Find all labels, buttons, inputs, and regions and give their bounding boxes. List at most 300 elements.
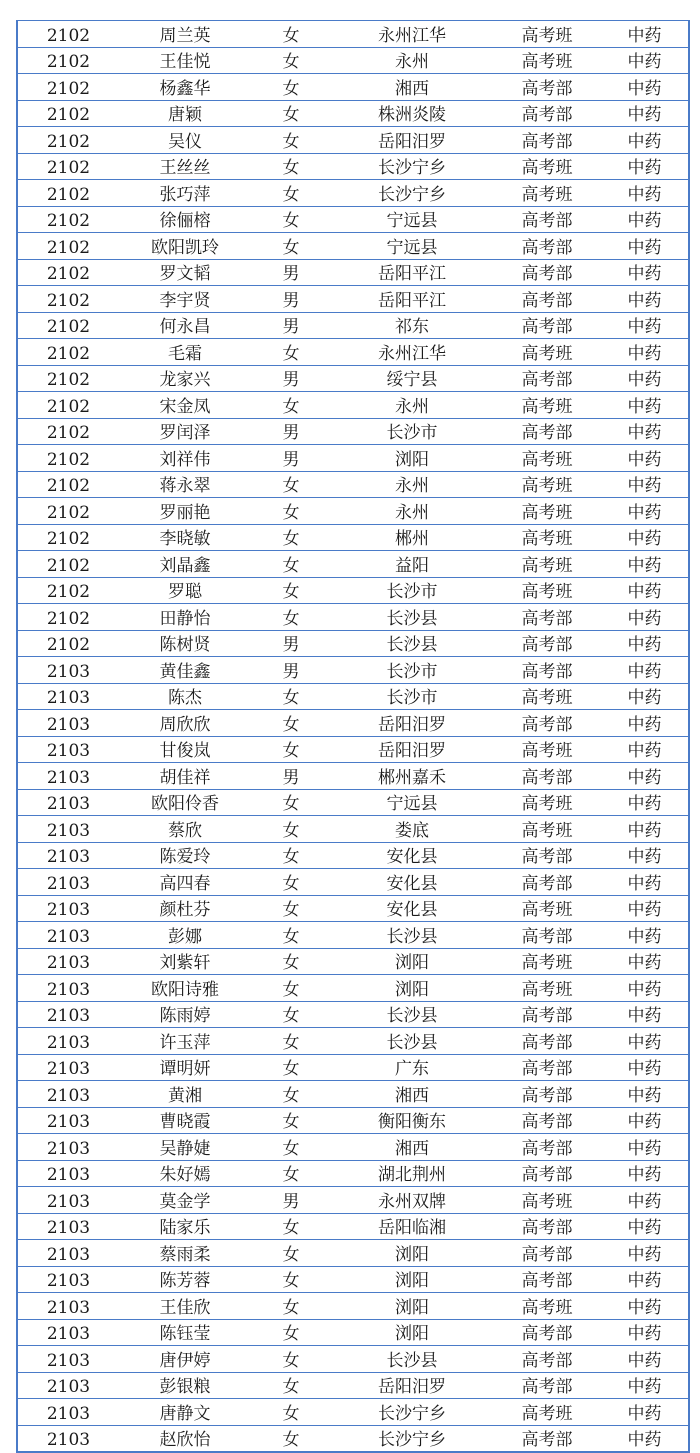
table-row (17, 1319, 689, 1346)
gender-cell: 女 (251, 895, 331, 922)
major-cell: 中药 (601, 1028, 689, 1055)
table-row (17, 74, 689, 101)
gender-cell: 女 (251, 100, 331, 127)
table-row (17, 392, 689, 419)
class-cell: 2102 (17, 630, 119, 657)
table-row (17, 1081, 689, 1108)
program-cell: 高考部 (493, 206, 601, 233)
major-cell: 中药 (601, 365, 689, 392)
hometown-cell: 绥宁县 (331, 365, 493, 392)
hometown-cell: 长沙县 (331, 1346, 493, 1373)
name-cell: 吴静婕 (119, 1134, 251, 1161)
program-cell: 高考班 (493, 445, 601, 472)
class-cell: 2102 (17, 471, 119, 498)
program-cell: 高考部 (493, 922, 601, 949)
table-row (17, 180, 689, 207)
gender-cell: 男 (251, 630, 331, 657)
major-cell: 中药 (601, 1081, 689, 1108)
major-cell: 中药 (601, 1160, 689, 1187)
table-row (17, 21, 689, 48)
hometown-cell: 岳阳汨罗 (331, 127, 493, 154)
hometown-cell: 永州 (331, 471, 493, 498)
class-cell: 2103 (17, 816, 119, 843)
program-cell: 高考部 (493, 259, 601, 286)
gender-cell: 女 (251, 816, 331, 843)
class-cell: 2103 (17, 1319, 119, 1346)
program-cell: 高考部 (493, 100, 601, 127)
program-cell: 高考部 (493, 1266, 601, 1293)
major-cell: 中药 (601, 445, 689, 472)
hometown-cell: 长沙县 (331, 604, 493, 631)
major-cell: 中药 (601, 21, 689, 48)
major-cell: 中药 (601, 1134, 689, 1161)
gender-cell: 女 (251, 1107, 331, 1134)
program-cell: 高考班 (493, 1187, 601, 1214)
gender-cell: 女 (251, 1346, 331, 1373)
hometown-cell: 长沙市 (331, 577, 493, 604)
hometown-cell: 浏阳 (331, 1266, 493, 1293)
program-cell: 高考部 (493, 365, 601, 392)
hometown-cell: 永州江华 (331, 339, 493, 366)
name-cell: 陈钰莹 (119, 1319, 251, 1346)
name-cell: 唐伊婷 (119, 1346, 251, 1373)
class-cell: 2102 (17, 74, 119, 101)
table-row (17, 339, 689, 366)
class-cell: 2103 (17, 1293, 119, 1320)
gender-cell: 女 (251, 74, 331, 101)
major-cell: 中药 (601, 524, 689, 551)
name-cell: 赵欣怡 (119, 1425, 251, 1452)
name-cell: 王丝丝 (119, 153, 251, 180)
program-cell: 高考部 (493, 1213, 601, 1240)
gender-cell: 女 (251, 975, 331, 1002)
gender-cell: 女 (251, 339, 331, 366)
name-cell: 彭银粮 (119, 1372, 251, 1399)
major-cell: 中药 (601, 975, 689, 1002)
table-row (17, 1028, 689, 1055)
hometown-cell: 郴州嘉禾 (331, 763, 493, 790)
hometown-cell: 湖北荆州 (331, 1160, 493, 1187)
class-cell: 2103 (17, 1240, 119, 1267)
class-cell: 2103 (17, 1213, 119, 1240)
table-row (17, 1425, 689, 1452)
major-cell: 中药 (601, 1293, 689, 1320)
gender-cell: 男 (251, 418, 331, 445)
program-cell: 高考部 (493, 1134, 601, 1161)
table-row (17, 842, 689, 869)
hometown-cell: 永州 (331, 392, 493, 419)
gender-cell: 女 (251, 392, 331, 419)
table-row (17, 153, 689, 180)
name-cell: 吴仪 (119, 127, 251, 154)
program-cell: 高考班 (493, 577, 601, 604)
hometown-cell: 永州江华 (331, 21, 493, 48)
program-cell: 高考班 (493, 21, 601, 48)
major-cell: 中药 (601, 948, 689, 975)
table-row (17, 1266, 689, 1293)
class-cell: 2102 (17, 339, 119, 366)
program-cell: 高考部 (493, 1160, 601, 1187)
major-cell: 中药 (601, 789, 689, 816)
gender-cell: 女 (251, 604, 331, 631)
hometown-cell: 宁远县 (331, 233, 493, 260)
table-row (17, 710, 689, 737)
hometown-cell: 岳阳汨罗 (331, 736, 493, 763)
gender-cell: 女 (251, 1054, 331, 1081)
table-row (17, 259, 689, 286)
hometown-cell: 长沙县 (331, 1028, 493, 1055)
table-row (17, 1160, 689, 1187)
name-cell: 黄佳鑫 (119, 657, 251, 684)
hometown-cell: 安化县 (331, 869, 493, 896)
name-cell: 王佳欣 (119, 1293, 251, 1320)
gender-cell: 女 (251, 498, 331, 525)
program-cell: 高考部 (493, 1240, 601, 1267)
table-row (17, 100, 689, 127)
hometown-cell: 浏阳 (331, 975, 493, 1002)
hometown-cell: 长沙宁乡 (331, 1399, 493, 1426)
class-cell: 2102 (17, 312, 119, 339)
name-cell: 蔡雨柔 (119, 1240, 251, 1267)
hometown-cell: 浏阳 (331, 1240, 493, 1267)
table-row (17, 948, 689, 975)
name-cell: 王佳悦 (119, 47, 251, 74)
class-cell: 2103 (17, 1028, 119, 1055)
hometown-cell: 岳阳汨罗 (331, 710, 493, 737)
name-cell: 欧阳伶香 (119, 789, 251, 816)
class-cell: 2103 (17, 922, 119, 949)
table-row (17, 1213, 689, 1240)
major-cell: 中药 (601, 127, 689, 154)
class-cell: 2103 (17, 710, 119, 737)
program-cell: 高考班 (493, 895, 601, 922)
gender-cell: 女 (251, 551, 331, 578)
name-cell: 刘晶鑫 (119, 551, 251, 578)
class-cell: 2103 (17, 657, 119, 684)
hometown-cell: 益阳 (331, 551, 493, 578)
table-row (17, 47, 689, 74)
major-cell: 中药 (601, 736, 689, 763)
gender-cell: 男 (251, 763, 331, 790)
name-cell: 朱好嫣 (119, 1160, 251, 1187)
class-cell: 2103 (17, 895, 119, 922)
table-row (17, 1107, 689, 1134)
class-cell: 2103 (17, 1054, 119, 1081)
major-cell: 中药 (601, 74, 689, 101)
gender-cell: 女 (251, 524, 331, 551)
hometown-cell: 祁东 (331, 312, 493, 339)
program-cell: 高考部 (493, 604, 601, 631)
major-cell: 中药 (601, 1240, 689, 1267)
name-cell: 欧阳诗雅 (119, 975, 251, 1002)
class-cell: 2103 (17, 975, 119, 1002)
table-body (17, 21, 689, 1453)
name-cell: 罗丽艳 (119, 498, 251, 525)
class-cell: 2103 (17, 842, 119, 869)
program-cell: 高考部 (493, 763, 601, 790)
name-cell: 甘俊岚 (119, 736, 251, 763)
table-row (17, 233, 689, 260)
name-cell: 蒋永翠 (119, 471, 251, 498)
program-cell: 高考班 (493, 948, 601, 975)
class-cell: 2103 (17, 869, 119, 896)
major-cell: 中药 (601, 630, 689, 657)
name-cell: 周欣欣 (119, 710, 251, 737)
hometown-cell: 宁远县 (331, 206, 493, 233)
gender-cell: 女 (251, 683, 331, 710)
program-cell: 高考班 (493, 1293, 601, 1320)
table-row (17, 1001, 689, 1028)
class-cell: 2102 (17, 180, 119, 207)
program-cell: 高考部 (493, 1001, 601, 1028)
program-cell: 高考班 (493, 524, 601, 551)
hometown-cell: 浏阳 (331, 445, 493, 472)
table-row (17, 418, 689, 445)
table-row (17, 206, 689, 233)
major-cell: 中药 (601, 312, 689, 339)
hometown-cell: 长沙县 (331, 922, 493, 949)
name-cell: 欧阳凯玲 (119, 233, 251, 260)
class-cell: 2103 (17, 948, 119, 975)
major-cell: 中药 (601, 683, 689, 710)
name-cell: 宋金凤 (119, 392, 251, 419)
name-cell: 陈杰 (119, 683, 251, 710)
gender-cell: 男 (251, 445, 331, 472)
hometown-cell: 长沙市 (331, 683, 493, 710)
program-cell: 高考部 (493, 418, 601, 445)
major-cell: 中药 (601, 710, 689, 737)
name-cell: 陆家乐 (119, 1213, 251, 1240)
major-cell: 中药 (601, 1425, 689, 1452)
major-cell: 中药 (601, 1346, 689, 1373)
hometown-cell: 长沙县 (331, 1001, 493, 1028)
name-cell: 蔡欣 (119, 816, 251, 843)
gender-cell: 女 (251, 1293, 331, 1320)
major-cell: 中药 (601, 1107, 689, 1134)
gender-cell: 女 (251, 789, 331, 816)
major-cell: 中药 (601, 418, 689, 445)
program-cell: 高考班 (493, 816, 601, 843)
class-cell: 2102 (17, 100, 119, 127)
program-cell: 高考部 (493, 1346, 601, 1373)
program-cell: 高考班 (493, 1399, 601, 1426)
table-row (17, 1187, 689, 1214)
gender-cell: 男 (251, 1187, 331, 1214)
program-cell: 高考部 (493, 1372, 601, 1399)
program-cell: 高考部 (493, 312, 601, 339)
class-cell: 2103 (17, 1372, 119, 1399)
table-row (17, 1240, 689, 1267)
table-row (17, 551, 689, 578)
table-row (17, 445, 689, 472)
name-cell: 唐静文 (119, 1399, 251, 1426)
name-cell: 李晓敏 (119, 524, 251, 551)
class-cell: 2102 (17, 365, 119, 392)
name-cell: 张巧萍 (119, 180, 251, 207)
gender-cell: 男 (251, 365, 331, 392)
hometown-cell: 广东 (331, 1054, 493, 1081)
table-row (17, 1134, 689, 1161)
program-cell: 高考部 (493, 1054, 601, 1081)
program-cell: 高考班 (493, 471, 601, 498)
gender-cell: 女 (251, 1134, 331, 1161)
hometown-cell: 浏阳 (331, 1319, 493, 1346)
program-cell: 高考部 (493, 233, 601, 260)
program-cell: 高考部 (493, 127, 601, 154)
name-cell: 颜杜芬 (119, 895, 251, 922)
hometown-cell: 宁远县 (331, 789, 493, 816)
gender-cell: 女 (251, 869, 331, 896)
major-cell: 中药 (601, 895, 689, 922)
program-cell: 高考部 (493, 1319, 601, 1346)
class-cell: 2103 (17, 1134, 119, 1161)
student-table (16, 20, 690, 1453)
major-cell: 中药 (601, 259, 689, 286)
name-cell: 许玉萍 (119, 1028, 251, 1055)
major-cell: 中药 (601, 922, 689, 949)
major-cell: 中药 (601, 180, 689, 207)
class-cell: 2102 (17, 551, 119, 578)
name-cell: 罗文韬 (119, 259, 251, 286)
major-cell: 中药 (601, 842, 689, 869)
gender-cell: 女 (251, 21, 331, 48)
name-cell: 龙家兴 (119, 365, 251, 392)
gender-cell: 女 (251, 1319, 331, 1346)
name-cell: 田静怡 (119, 604, 251, 631)
program-cell: 高考部 (493, 630, 601, 657)
gender-cell: 女 (251, 47, 331, 74)
class-cell: 2102 (17, 47, 119, 74)
table-row (17, 1399, 689, 1426)
class-cell: 2103 (17, 1346, 119, 1373)
class-cell: 2102 (17, 21, 119, 48)
class-cell: 2102 (17, 233, 119, 260)
class-cell: 2103 (17, 789, 119, 816)
table-row (17, 816, 689, 843)
class-cell: 2103 (17, 1001, 119, 1028)
major-cell: 中药 (601, 577, 689, 604)
gender-cell: 女 (251, 1425, 331, 1452)
hometown-cell: 湘西 (331, 1081, 493, 1108)
table-row (17, 975, 689, 1002)
gender-cell: 男 (251, 286, 331, 313)
major-cell: 中药 (601, 498, 689, 525)
name-cell: 刘紫轩 (119, 948, 251, 975)
major-cell: 中药 (601, 47, 689, 74)
table-row (17, 524, 689, 551)
gender-cell: 女 (251, 1266, 331, 1293)
gender-cell: 女 (251, 206, 331, 233)
table-row (17, 922, 689, 949)
gender-cell: 女 (251, 1240, 331, 1267)
table-row (17, 895, 689, 922)
class-cell: 2103 (17, 1266, 119, 1293)
gender-cell: 女 (251, 471, 331, 498)
class-cell: 2103 (17, 1425, 119, 1452)
class-cell: 2102 (17, 445, 119, 472)
hometown-cell: 永州双牌 (331, 1187, 493, 1214)
major-cell: 中药 (601, 1266, 689, 1293)
name-cell: 胡佳祥 (119, 763, 251, 790)
name-cell: 李宇贤 (119, 286, 251, 313)
name-cell: 彭娜 (119, 922, 251, 949)
major-cell: 中药 (601, 153, 689, 180)
gender-cell: 女 (251, 127, 331, 154)
name-cell: 莫金学 (119, 1187, 251, 1214)
gender-cell: 女 (251, 842, 331, 869)
gender-cell: 女 (251, 153, 331, 180)
major-cell: 中药 (601, 1001, 689, 1028)
major-cell: 中药 (601, 869, 689, 896)
program-cell: 高考部 (493, 1081, 601, 1108)
hometown-cell: 岳阳临湘 (331, 1213, 493, 1240)
gender-cell: 男 (251, 657, 331, 684)
class-cell: 2103 (17, 763, 119, 790)
hometown-cell: 岳阳平江 (331, 259, 493, 286)
table-row (17, 577, 689, 604)
hometown-cell: 湘西 (331, 1134, 493, 1161)
program-cell: 高考部 (493, 1107, 601, 1134)
name-cell: 毛霜 (119, 339, 251, 366)
table-row (17, 683, 689, 710)
name-cell: 陈树贤 (119, 630, 251, 657)
name-cell: 徐俪榕 (119, 206, 251, 233)
name-cell: 陈芳蓉 (119, 1266, 251, 1293)
hometown-cell: 岳阳平江 (331, 286, 493, 313)
hometown-cell: 长沙宁乡 (331, 180, 493, 207)
program-cell: 高考部 (493, 286, 601, 313)
hometown-cell: 长沙市 (331, 657, 493, 684)
major-cell: 中药 (601, 471, 689, 498)
class-cell: 2103 (17, 736, 119, 763)
gender-cell: 女 (251, 1160, 331, 1187)
gender-cell: 女 (251, 710, 331, 737)
gender-cell: 女 (251, 1399, 331, 1426)
name-cell: 曹晓霞 (119, 1107, 251, 1134)
major-cell: 中药 (601, 763, 689, 790)
table-row (17, 1372, 689, 1399)
gender-cell: 男 (251, 259, 331, 286)
name-cell: 杨鑫华 (119, 74, 251, 101)
name-cell: 黄湘 (119, 1081, 251, 1108)
class-cell: 2102 (17, 577, 119, 604)
name-cell: 陈雨婷 (119, 1001, 251, 1028)
hometown-cell: 长沙县 (331, 630, 493, 657)
table-row (17, 604, 689, 631)
program-cell: 高考班 (493, 551, 601, 578)
program-cell: 高考部 (493, 1028, 601, 1055)
major-cell: 中药 (601, 392, 689, 419)
major-cell: 中药 (601, 286, 689, 313)
table-row (17, 630, 689, 657)
hometown-cell: 长沙宁乡 (331, 153, 493, 180)
gender-cell: 女 (251, 1028, 331, 1055)
gender-cell: 女 (251, 948, 331, 975)
hometown-cell: 永州 (331, 47, 493, 74)
major-cell: 中药 (601, 1187, 689, 1214)
gender-cell: 男 (251, 312, 331, 339)
program-cell: 高考部 (493, 842, 601, 869)
hometown-cell: 长沙宁乡 (331, 1425, 493, 1452)
name-cell: 何永昌 (119, 312, 251, 339)
major-cell: 中药 (601, 1213, 689, 1240)
gender-cell: 女 (251, 577, 331, 604)
program-cell: 高考班 (493, 47, 601, 74)
program-cell: 高考班 (493, 392, 601, 419)
name-cell: 刘祥伟 (119, 445, 251, 472)
hometown-cell: 长沙市 (331, 418, 493, 445)
table-row (17, 657, 689, 684)
